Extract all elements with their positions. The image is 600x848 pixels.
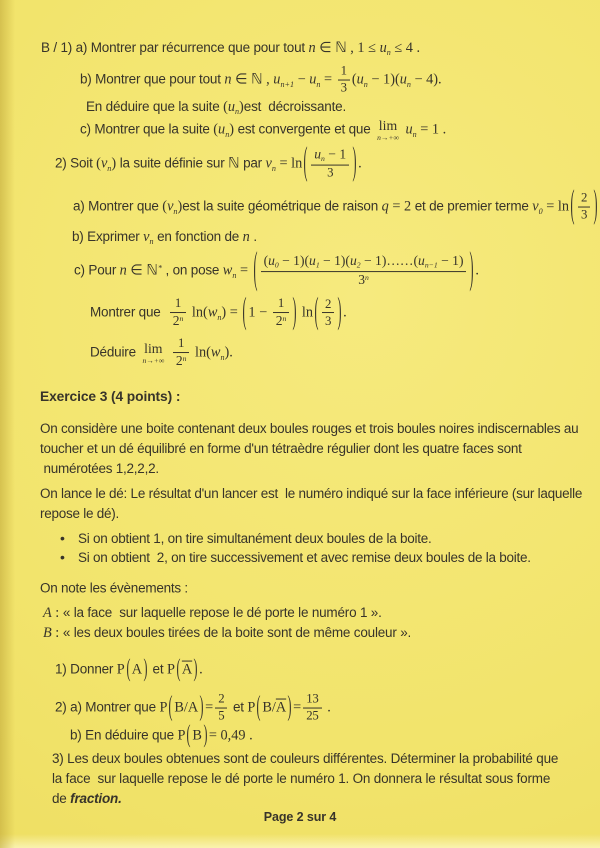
math-bp: ( <box>570 185 575 227</box>
math-frac <box>303 693 321 724</box>
math-tx: est la suite géométrique de raison <box>182 198 382 214</box>
math-r: 2 <box>175 353 183 369</box>
math-fn <box>578 192 590 208</box>
list-item: • Si on obtient 2, on tire successivement et avec remise deux boules de la boite. <box>60 548 570 567</box>
math-sb: n <box>406 79 411 89</box>
math-bp: ) <box>287 691 292 723</box>
math-r: ) <box>239 98 244 115</box>
question-B2b <box>72 230 257 246</box>
math-tx: 2 <box>324 296 332 311</box>
math-m: u <box>405 121 413 138</box>
question-B2c <box>74 245 479 294</box>
math-sb: n <box>217 312 222 322</box>
math-sb: n <box>220 352 225 362</box>
math-m: v <box>100 155 108 172</box>
math-fd <box>338 81 350 96</box>
math-r: ( <box>223 98 228 115</box>
math-r: ) <box>111 155 120 172</box>
math-m: q <box>381 198 389 215</box>
math-fn <box>322 298 334 314</box>
math-r: ln( <box>188 304 208 321</box>
math-r: 2 <box>172 313 180 329</box>
math-sb: n <box>412 129 417 139</box>
math-r: ) <box>229 121 238 138</box>
math-tx: 2 <box>580 190 588 205</box>
math-r: . <box>358 155 362 172</box>
math-r: ( <box>162 198 168 215</box>
math-r: . <box>323 699 331 716</box>
math-m: u <box>309 253 316 269</box>
math-r: = 0,49 . <box>208 727 253 744</box>
math-m: u <box>309 71 317 88</box>
math-bp: ) <box>337 291 342 332</box>
event-A-definition <box>43 606 382 620</box>
math-frac <box>322 298 334 329</box>
math-m: v <box>532 198 539 215</box>
math-sb: n <box>234 107 240 117</box>
math-r: B <box>192 727 202 744</box>
math-bp: ) <box>593 185 598 227</box>
math-bp: ) <box>143 655 148 683</box>
math-r: . <box>343 304 347 321</box>
question-B1a <box>41 41 420 57</box>
math-r: 3 <box>358 272 365 288</box>
math-r: 1 − <box>248 304 271 321</box>
question-B2 <box>55 142 362 184</box>
math-m: u <box>399 71 407 88</box>
math-bp: ) <box>352 142 357 184</box>
math-r <box>167 345 171 361</box>
math-tx: 13 <box>306 691 319 706</box>
math-fn <box>338 65 350 81</box>
math-r: A <box>131 661 143 678</box>
math-r: . <box>199 661 203 678</box>
draw-rules-list <box>60 529 570 567</box>
math-sp: n <box>364 273 369 283</box>
math-r: ( <box>263 253 269 269</box>
math-tx: 1) Donner <box>55 661 117 677</box>
math-r: ≤ 4 . <box>390 39 421 56</box>
math-sb: 2 <box>356 260 361 270</box>
math-r: − 1)( <box>278 253 310 269</box>
math-tx: et <box>229 699 248 715</box>
math-fd <box>261 272 467 288</box>
math-tx: est convergente et que <box>237 121 375 137</box>
math-tx: 3 <box>580 208 588 222</box>
events-note: On note les évènements : <box>40 580 188 596</box>
math-sb: n−1 <box>424 260 438 270</box>
math-tx: b) En déduire que <box>70 727 178 743</box>
math-m: u <box>227 98 235 115</box>
math-tx: 1 <box>340 63 347 78</box>
math-m: v <box>265 155 272 172</box>
math-lt: lim <box>144 340 163 356</box>
math-r: ( <box>213 121 219 138</box>
math-tx: « la face sur laquelle repose le dé porte le numéro 1 ». <box>62 604 382 620</box>
math-sb: n <box>363 79 368 89</box>
math-sb: n <box>225 129 230 139</box>
math-r: B/A <box>174 699 199 716</box>
math-r: $\overline{A}$ <box>275 699 287 716</box>
math-fn <box>173 337 190 353</box>
math-lim <box>377 119 399 141</box>
math-r: ( <box>351 71 357 88</box>
math-tx: 1 <box>178 336 185 351</box>
math-m: w <box>210 344 221 361</box>
question-B2c-deduire <box>90 337 233 369</box>
math-r: − 1)( <box>367 71 400 88</box>
math-tx: et de premier terme <box>411 198 533 214</box>
math-sb: n <box>107 163 112 173</box>
math-m: u <box>273 71 281 88</box>
math-r: − <box>294 71 310 88</box>
math-tx: b) Exprimer <box>72 228 144 244</box>
math-bp: ( <box>256 691 261 723</box>
math-tx: 25 <box>306 709 319 723</box>
math-r: − 4). <box>410 71 442 88</box>
math-tx: 3 <box>324 314 332 328</box>
math-fd <box>578 208 590 223</box>
math-m: u <box>218 121 226 138</box>
math-m: B <box>43 624 52 641</box>
math-sp: * <box>157 263 162 273</box>
math-lb: n→+∞ <box>377 132 399 142</box>
question-3-1 <box>55 655 203 683</box>
math-r: . <box>475 262 479 279</box>
math-fn <box>273 297 290 313</box>
math-frac <box>578 192 590 223</box>
math-r: − 1)……( <box>360 253 419 269</box>
question-3-2a <box>55 693 331 724</box>
math-r: − 1 <box>324 146 347 162</box>
math-tx: en fonction de <box>153 228 243 244</box>
math-m: n <box>242 228 250 245</box>
exercise3-intro: On considère une boite contenant deux boules rouges et trois boules noires indiscernables au toucher et un dé équilibré en forme d'un tétraèdre régulier dont les quatre faces sont numérotées 1,2,2,2. <box>40 421 579 476</box>
math-sb: n <box>316 79 321 89</box>
math-r: B/ <box>262 699 276 716</box>
exercise3-dice-rule: On lance le dé: Le résultat d'un lancer est le numéro indiqué sur la face inférieure (sur laquelle repose le dé). <box>40 486 583 521</box>
math-r: ( <box>96 155 101 172</box>
math-sb: 1 <box>315 260 320 270</box>
math-sb: n+1 <box>280 79 294 89</box>
math-tx: c) Pour <box>74 262 120 278</box>
math-bp: ) <box>469 245 474 294</box>
math-r: P <box>166 661 175 678</box>
math-tx: 5 <box>218 709 225 723</box>
math-m: n <box>119 262 127 279</box>
math-frac <box>215 693 227 724</box>
math-r: = ln <box>275 155 303 172</box>
math-bp: ( <box>314 291 319 332</box>
math-fd <box>170 313 187 329</box>
math-tx: 3) Les deux boules obtenues sont de couleurs différentes. Déterminer la probabilité que la face sur laquelle repose le dé porte le numéro 1. On donnera le résultat sous forme de <box>52 751 559 806</box>
math-r: : <box>51 604 63 621</box>
page-number-footer: Page 2 sur 4 <box>263 810 337 824</box>
math-frac <box>273 297 290 329</box>
math-lim <box>142 342 164 364</box>
math-bp: ( <box>176 655 181 683</box>
math-r: − 1)( <box>319 253 350 269</box>
math-sb: n <box>149 237 154 247</box>
math-fn <box>215 693 227 709</box>
math-m: w <box>207 304 218 321</box>
question-B1b-deduce <box>86 100 346 116</box>
math-fn <box>303 693 321 709</box>
math-lb: n→+∞ <box>142 355 165 365</box>
math-r: = <box>205 699 214 716</box>
math-bp: ( <box>303 142 308 184</box>
math-tx: B / 1) a) Montrer par récurrence que pour tout <box>41 39 309 55</box>
math-tx: a) Montrer que <box>73 198 163 214</box>
math-m: n <box>224 71 232 88</box>
question-B2c-montrer <box>90 291 347 332</box>
math-m: u <box>314 146 322 162</box>
event-B-definition <box>43 626 411 640</box>
math-tx: . <box>249 228 257 244</box>
math-fd <box>303 709 321 724</box>
math-r: ) <box>177 198 183 215</box>
math-frac <box>338 65 350 96</box>
math-frac <box>170 297 187 329</box>
math-bi: fraction. <box>70 791 122 806</box>
math-r: ln( <box>191 344 211 361</box>
math-fn <box>311 148 349 166</box>
math-sb: 0 <box>538 206 543 216</box>
math-r: = <box>320 71 336 88</box>
math-r: P <box>247 699 256 716</box>
math-fd <box>322 314 334 329</box>
math-m: u <box>418 253 425 269</box>
math-r: = <box>293 699 302 716</box>
math-tx: et <box>148 661 167 677</box>
math-r: = 2 <box>388 198 412 215</box>
math-sb: n <box>321 153 325 163</box>
math-bp: ) <box>199 691 204 723</box>
math-bp: ( <box>253 245 258 294</box>
math-r: ) = <box>221 304 242 321</box>
math-r: P <box>177 727 186 744</box>
math-bp: ( <box>242 291 247 332</box>
math-tx: 1 <box>277 296 285 311</box>
math-bp: ) <box>292 291 297 332</box>
math-fd <box>311 165 349 180</box>
question-B1c <box>80 119 446 141</box>
math-tx: 2 <box>218 691 225 706</box>
question-3-3 <box>52 749 564 809</box>
math-tx: Montrer que <box>90 304 168 320</box>
math-m: u <box>268 253 275 269</box>
math-m: u <box>349 253 357 269</box>
math-r: = <box>236 262 252 279</box>
math-bp: ) <box>203 721 208 749</box>
math-frac <box>261 254 467 288</box>
math-sp: n <box>179 314 184 324</box>
math-frac <box>173 337 190 369</box>
math-r: − 1) <box>437 253 464 269</box>
math-r: ). <box>224 344 233 361</box>
math-r: ∈ ℕ <box>126 262 158 279</box>
question-B2a <box>73 185 600 227</box>
math-r: $\overline{A}$ <box>181 661 193 678</box>
math-sp: n <box>282 314 287 324</box>
math-tx: b) Montrer que pour tout <box>80 71 225 87</box>
math-m: n <box>308 39 316 56</box>
math-r: = 1 . <box>416 121 447 138</box>
math-fn <box>170 297 187 313</box>
math-m: v <box>143 228 150 245</box>
math-r: = ln <box>542 198 569 215</box>
math-fd <box>173 353 190 369</box>
math-r: P <box>159 699 168 716</box>
math-bp: ( <box>168 691 173 723</box>
math-m: u <box>379 39 387 56</box>
math-sp: n <box>182 354 187 364</box>
math-tx: En déduire que la suite <box>86 98 224 114</box>
math-tx: , on pose <box>161 262 223 278</box>
math-m: A <box>43 604 52 621</box>
math-fd <box>273 313 290 329</box>
math-m: u <box>356 71 364 88</box>
math-r: ℕ <box>228 155 240 172</box>
math-sb: n <box>173 206 178 216</box>
list-item: • Si on obtient 1, on tire simultanément deux boules de la boite. <box>60 529 570 548</box>
math-m: w <box>222 262 233 279</box>
math-tx: 3 <box>340 81 347 95</box>
math-fd <box>215 709 227 724</box>
math-sb: n <box>232 270 237 280</box>
math-fn <box>261 254 467 272</box>
math-r: ∈ ℕ , 1 ≤ <box>315 39 380 56</box>
math-bp: ( <box>186 721 191 749</box>
question-3-2b <box>70 721 253 749</box>
math-tx: « les deux boules tirées de la boite sont de même couleur ». <box>62 624 412 640</box>
math-lt: lim <box>378 117 398 133</box>
question-B1b <box>80 65 442 96</box>
math-tx: est décroissante. <box>243 98 347 114</box>
math-tx: la suite définie sur <box>119 155 229 171</box>
math-sb: 0 <box>274 260 279 270</box>
math-tx: 2) a) Montrer que <box>55 699 160 715</box>
math-m: v <box>167 198 174 215</box>
math-tx: 1 <box>174 296 182 311</box>
math-r: ∈ ℕ , <box>231 71 274 88</box>
math-tx: c) Montrer que la suite <box>80 121 214 137</box>
math-r: : <box>51 624 63 641</box>
math-tx: 2) Soit <box>55 155 97 171</box>
math-r: ln <box>298 304 314 321</box>
math-tx: Déduire <box>90 344 140 360</box>
math-frac <box>311 148 349 181</box>
math-sb: n <box>386 48 391 58</box>
math-sb: n <box>271 163 276 173</box>
math-r: P <box>116 661 125 678</box>
exercise3-title: Exercice 3 (4 points) : <box>40 389 181 405</box>
math-tx: par <box>239 155 266 171</box>
math-r: 2 <box>275 313 283 329</box>
math-tx: 3 <box>327 165 334 180</box>
math-bp: ) <box>193 655 198 683</box>
math-bp: ( <box>126 655 131 683</box>
